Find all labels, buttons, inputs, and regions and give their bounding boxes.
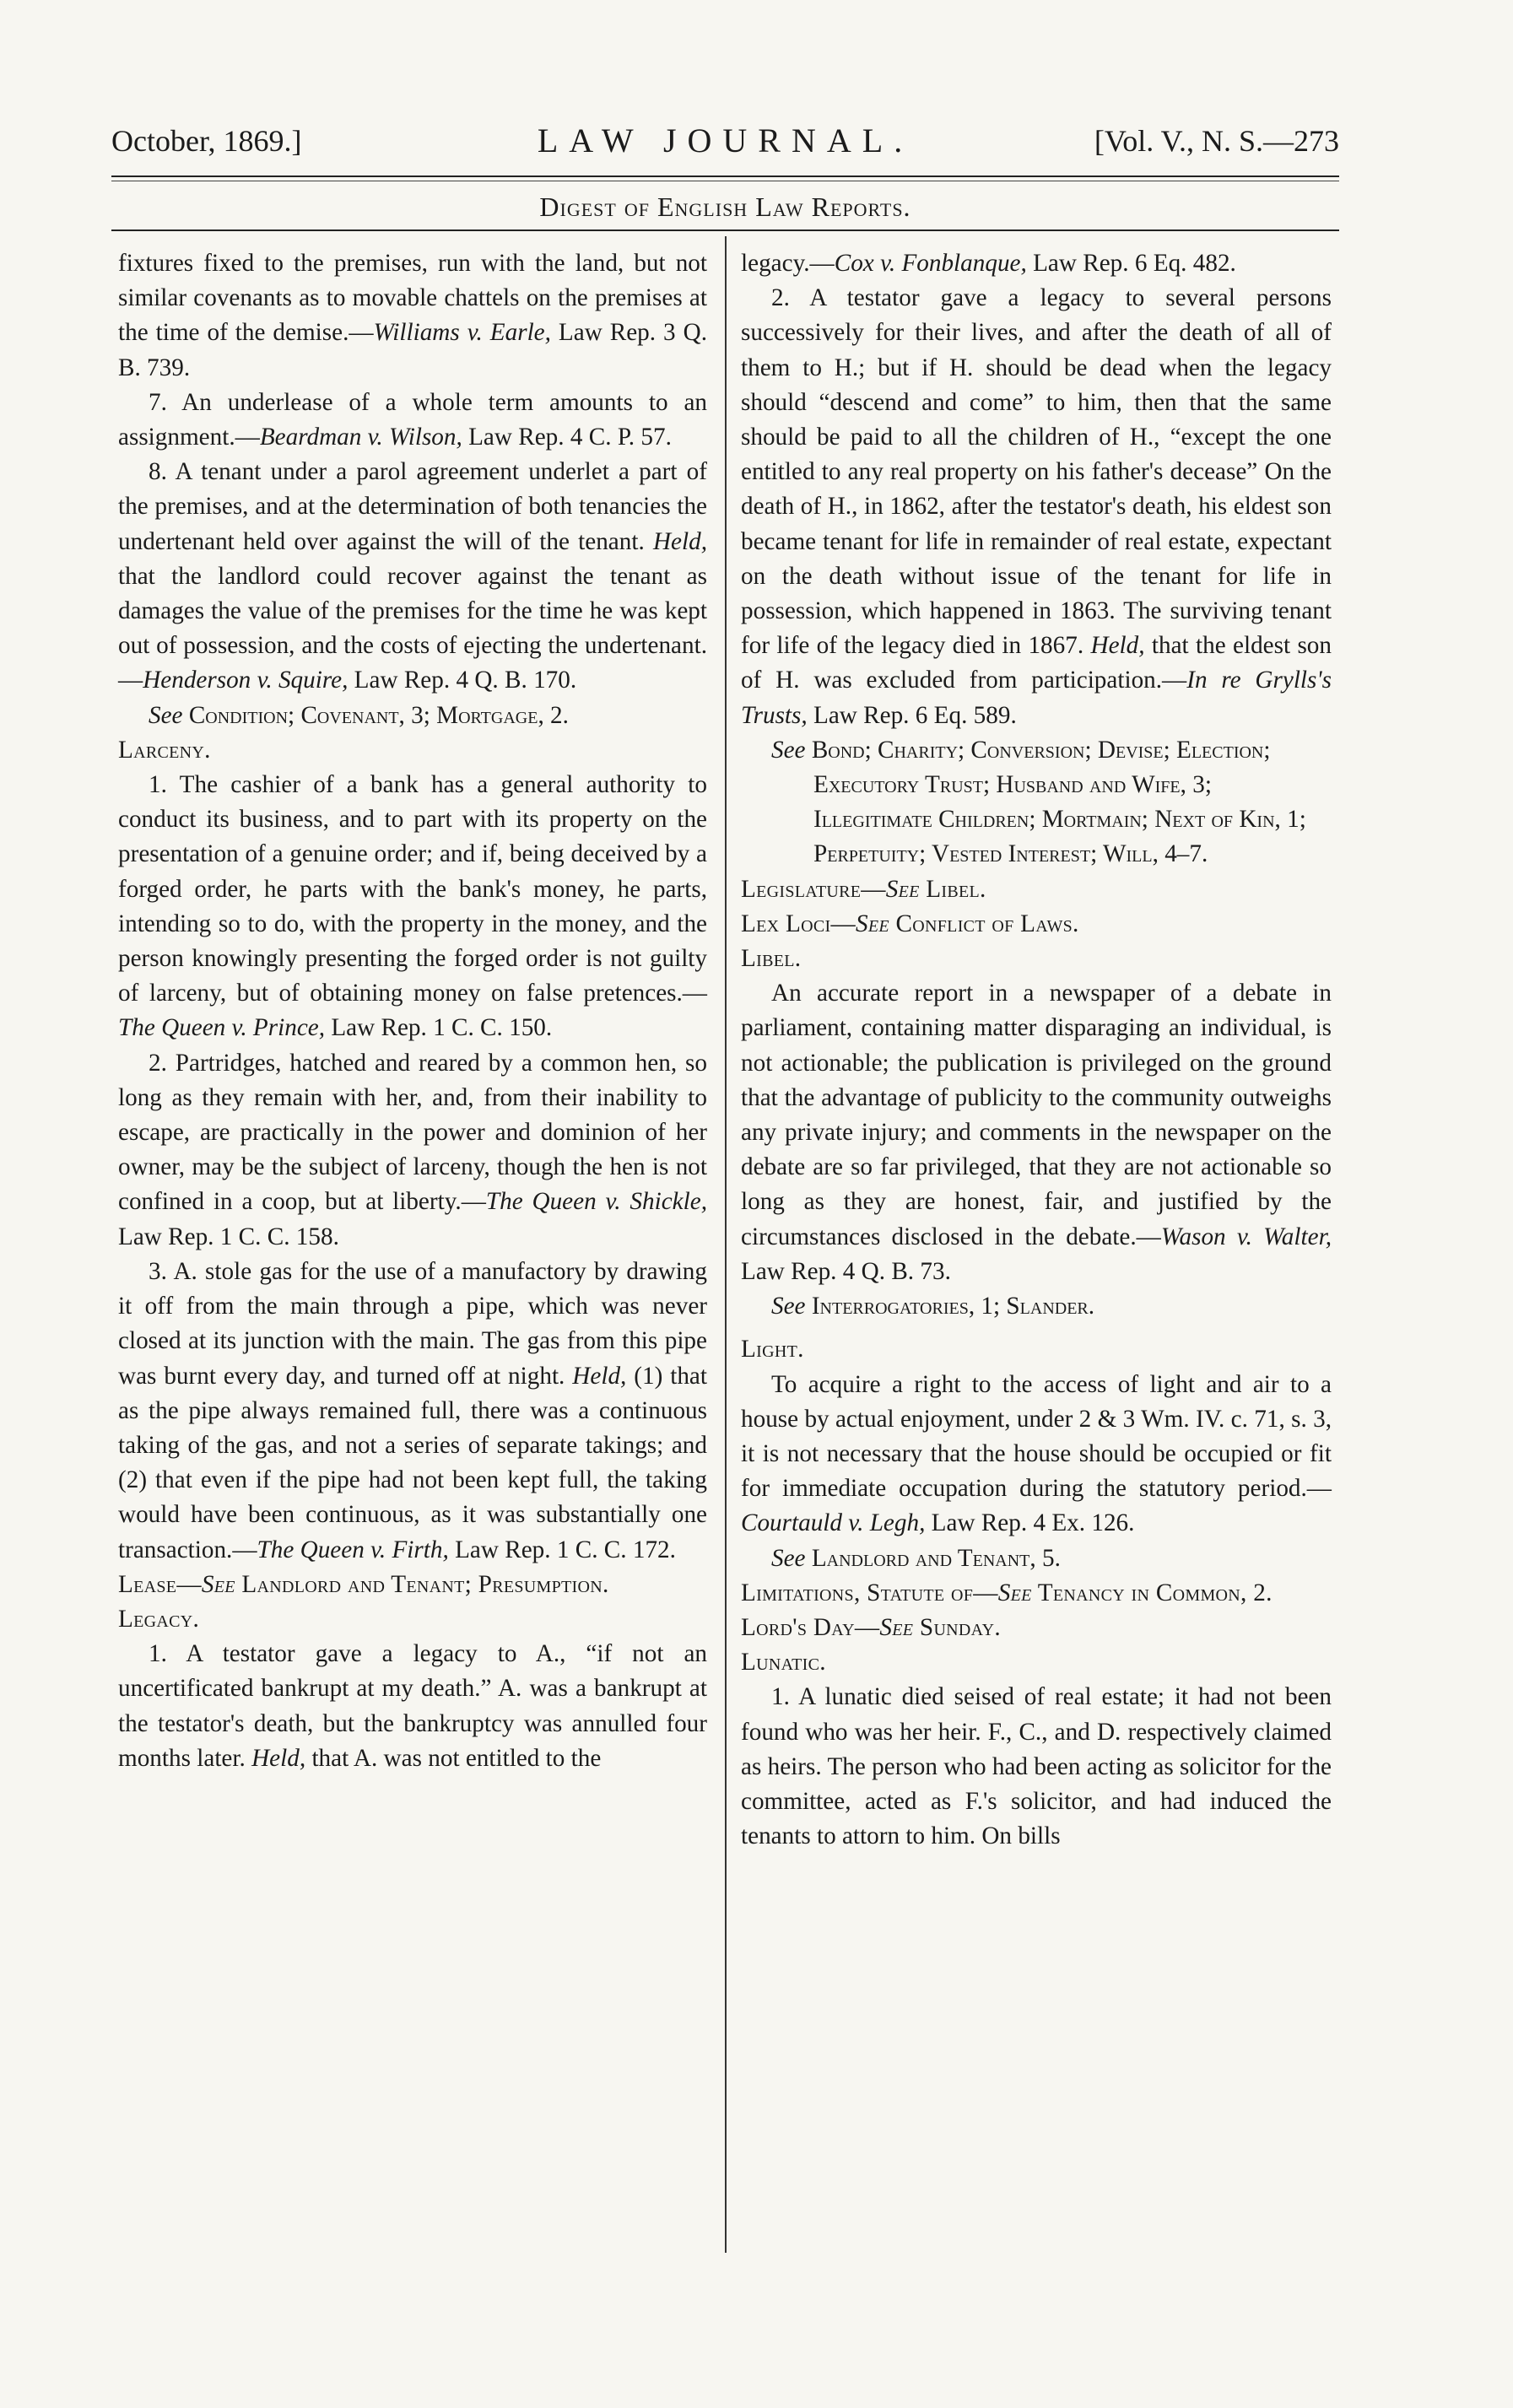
section-title: Digest of English Law Reports. — [539, 192, 911, 222]
entry-underlease: 7. An underlease of a whole term amounts to an assignment.—Beardman v. Wilson, Law Rep. 4 C. P. 57. — [118, 388, 707, 451]
cross-reference: See Condition; Covenant, 3; Mortgage, 2. — [149, 701, 569, 729]
cross-reference: See Interrogatories, 1; Slander. — [771, 1293, 1095, 1320]
entry-larceny-2: 2. Partridges, hatched and reared by a common hen, so long as they remain with her, and, from their inability to escape, are practically in the power and dominion of her owner, may be the subject of larceny, though the hen is not confined in a coop, but at liberty.—The Queen v. Shickle, Law Rep. 1 C. C. 158. — [118, 1049, 707, 1250]
entry-larceny-1: 1. The cashier of a bank has a general authority to conduct its business, and to part with its property on the presentation of a genuine order; and if, being deceived by a forged order, he parts with the bank's money, he parts, intending so to do, with the property in the money, and the person knowingly presenting the forged order is not guilty of larceny, but of obtaining money on false pretences.—The Queen v. Prince, Law Rep. 1 C. C. 150. — [118, 771, 707, 1042]
heading-light: Light. — [741, 1336, 804, 1363]
heading-legislature: Legislature—See Libel. — [741, 875, 986, 903]
header-date: October, 1869.] — [111, 124, 302, 158]
heading-limitations: Limitations, Statute of—See Tenancy in Common, 2. — [741, 1579, 1273, 1606]
entry-legacy-2: 2. A testator gave a legacy to several persons successively for their lives, and after the death of all of them to H.; but if H. should be dead when the legacy should “descend and come” to him, then that the same should be paid to all the children of H., “except the one entitled to any real property on his father's decease” On the death of H., in 1862, after the testator's death, his eldest son became tenant for life in remainder of real estate, expectant on the death without issue of the tenant for life in possession, which happened in 1863. The surviving tenant for life of the legacy died in 1867. Held, that the eldest son of H. was excluded from participation.—In re Grylls's Trusts, Law Rep. 6 Eq. 589. — [741, 284, 1332, 729]
journal-title: LAW JOURNAL. — [537, 121, 914, 159]
entry-larceny-3: 3. A. stole gas for the use of a manufactory by drawing it off from the main through a pipe, which was never closed at its junction with the main. The gas from this pipe was burnt every day, and turned off at night. Held, (1) that as the pipe always remained full, there was a continuous taking of the gas, and not a series of separate takings; and (2) that even if the pipe had not been kept full, the taking would have been continuous, as it was substantially one transaction.—The Queen v. Firth, Law Rep. 1 C. C. 172. — [118, 1257, 707, 1563]
section-rule — [111, 229, 1339, 231]
entry-legacy-1-continued: legacy.—Cox v. Fonblanque, Law Rep. 6 Eq. 482. — [741, 250, 1236, 277]
header-rule — [111, 175, 1339, 177]
heading-libel: Libel. — [741, 945, 802, 973]
cross-reference: See Bond; Charity; Conversion; Devise; Election; Executory Trust; Husband and Wife, 3; Illegitimate Children; Mortmain; Next of Kin, 1; Perpetuity; Vested Interest; Will, 4–7. — [771, 736, 1306, 868]
right-column — [741, 246, 1332, 1854]
left-column — [118, 246, 707, 1776]
entry-parol-agreement: 8. A tenant under a parol agreement underlet a part of the premises, and at the determination of both tenancies the undertenant held over against the will of the tenant. Held, that the landlord could recover against the tenant as damages the value of the premises for the time he was kept out of possession, and the costs of ejecting the undertenant.—Henderson v. Squire, Law Rep. 4 Q. B. 170. — [118, 458, 707, 694]
entry-light-1: To acquire a right to the access of light and air to a house by actual enjoyment, under 2 & 3 Wm. IV. c. 71, s. 3, it is not necessary that the house should be occupied or fit for immediate occupation during the statutory period.—Courtauld v. Legh, Law Rep. 4 Ex. 126. — [741, 1370, 1332, 1537]
heading-lease: Lease—See Landlord and Tenant; Presumption. — [118, 1570, 609, 1598]
heading-lex-loci: Lex Loci—See Conflict of Laws. — [741, 910, 1079, 937]
entry-lunatic-1: 1. A lunatic died seised of real estate; it had not been found who was her heir. F., C., and D. respectively claimed as heirs. The person who had been acting as solicitor for the committee, acted as F.'s solicitor, and had induced the tenants to attorn to him. On bills — [741, 1683, 1332, 1850]
heading-lunatic: Lunatic. — [741, 1649, 826, 1676]
volume-page-number: [Vol. V., N. S.—273 — [1094, 124, 1339, 158]
cross-reference: See Landlord and Tenant, 5. — [771, 1544, 1061, 1572]
entry-covenants-continued: fixtures fixed to the premises, run with the land, but not similar covenants as to movable chattels on the premises at the time of the demise.—Williams v. Earle, Law Rep. 3 Q. B. 739. — [118, 250, 707, 381]
column-divider — [725, 236, 727, 2253]
heading-lords-day: Lord's Day—See Sunday. — [741, 1613, 1001, 1641]
heading-legacy: Legacy. — [118, 1605, 200, 1633]
heading-larceny: Larceny. — [118, 736, 211, 764]
entry-libel-1: An accurate report in a newspaper of a debate in parliament, containing matter disparaging an individual, is not actionable; the publication is privileged on the ground that the advantage of publicity to the community outweighs any private injury; and comments in the newspaper on the debate are so far privileged, that they are not actionable so long as they are honest, fair, and justified by the circumstances disclosed in the debate.—Wason v. Walter, Law Rep. 4 Q. B. 73. — [741, 980, 1332, 1285]
entry-legacy-1: 1. A testator gave a legacy to A., “if not an uncertificated bankrupt at my death.” A. was a bankrupt at the testator's death, but the bankruptcy was annulled four months later. Held, that A. was not entitled to the — [118, 1640, 707, 1772]
running-head — [111, 120, 1339, 162]
